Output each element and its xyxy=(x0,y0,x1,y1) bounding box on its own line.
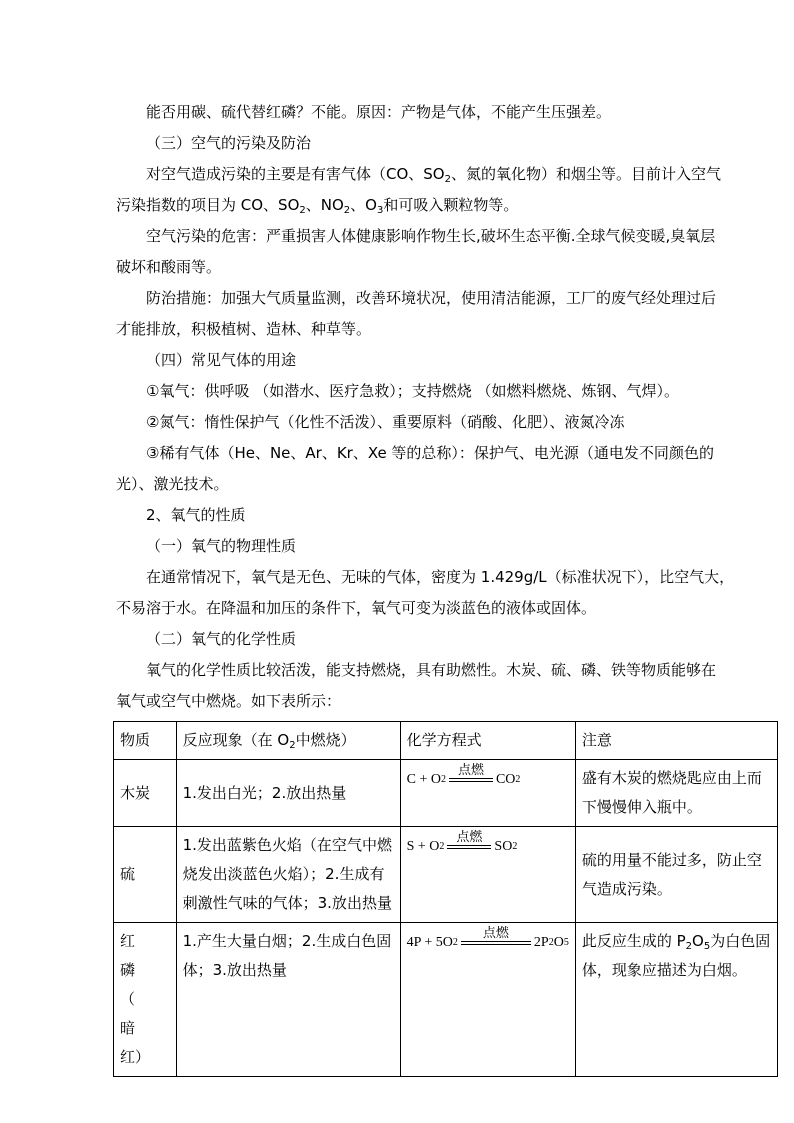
subscript: 2 xyxy=(343,205,351,216)
condition-label: 点燃 xyxy=(457,762,484,778)
paragraph-pollution-harm xyxy=(116,221,716,283)
eq-reactants: S + O xyxy=(406,839,440,854)
text-span: 防治措施：加强大气质量监测，改善环境状况，使用清洁能源，工厂的废气经处理过后 xyxy=(146,289,717,307)
text-span: （ 暗 xyxy=(120,990,150,1037)
heading-text: （二）氧气的化学性质 xyxy=(146,630,297,648)
text-span: 氧气的化学性质比较活泼，能支持燃烧，具有助燃性。木炭、硫、磷、铁等物质能够在 xyxy=(146,661,717,679)
text-span: 氧气或空气中燃烧。如下表所示： xyxy=(116,692,342,710)
text-span: 和可吸入颗粒物等。 xyxy=(383,196,519,214)
text-span: 中燃烧） xyxy=(295,731,356,749)
table-row xyxy=(114,827,778,923)
table-header-row xyxy=(114,722,778,760)
condition-label: 点燃 xyxy=(482,925,509,941)
subscript: 5 xyxy=(703,941,711,952)
eq-products: 2P xyxy=(533,935,549,950)
subscript: 2 xyxy=(289,740,296,751)
cell-substance: 硫 xyxy=(114,827,177,923)
use-noble-gases xyxy=(116,438,714,500)
condition-label: 点燃 xyxy=(456,829,483,845)
text-span: O xyxy=(692,932,704,950)
use-oxygen xyxy=(116,376,678,407)
paragraph-carbon-sulfur xyxy=(116,97,678,128)
header-phenomenon xyxy=(176,722,400,760)
text-span: 对空气造成污染的主要是有害气体（CO、SO xyxy=(146,165,445,183)
text-span: 破坏和酸雨等。 xyxy=(116,258,222,276)
text-span: 反应现象（在 O xyxy=(182,731,290,749)
subscript: 3 xyxy=(376,205,384,216)
header-note: 注意 xyxy=(575,722,777,760)
heading-text: （一）氧气的物理性质 xyxy=(146,537,297,555)
cell-note: 盛有木炭的燃烧匙应由上而下慢慢伸入瓶中。 xyxy=(575,760,777,827)
cell-phenomenon: 1.产生大量白烟；2.生成白色固体；3.放出热量 xyxy=(176,923,400,1077)
cell-equation xyxy=(400,827,575,923)
heading-gas-uses xyxy=(116,345,678,376)
header-equation: 化学方程式 xyxy=(400,722,575,760)
text-span: ①氧气：供呼吸 （如潜水、医疗急救）；支持燃烧 （如燃料燃烧、炼钢、气焊）。 xyxy=(146,382,679,400)
use-nitrogen xyxy=(116,407,678,438)
text-span: 此反应生成的 P xyxy=(581,932,686,950)
cell-equation xyxy=(400,923,575,1077)
chemical-equation: S + O 2 点燃 SO 2 xyxy=(407,832,518,861)
text-span: ②氮气：惰性保护气（化性不活泼）、重要原料（硝酸、化肥）、液氮冷冻 xyxy=(146,413,625,431)
text-span: 红） xyxy=(120,1048,151,1066)
text-span: 、氮的氧化物）和烟尘等。目前计入空气 xyxy=(451,165,722,183)
subscript: 2 xyxy=(685,941,693,952)
text-span: 在通常情况下，氧气是无色、无味的气体，密度为 1.429g/L（标准状况下），比空气大， xyxy=(146,568,735,586)
table-row xyxy=(114,760,778,827)
paragraph-chemical-properties xyxy=(116,655,717,717)
equals-bar xyxy=(461,941,531,945)
subscript: 2 xyxy=(299,205,306,216)
header-substance: 物质 xyxy=(114,722,177,760)
cell-equation xyxy=(400,760,575,827)
cell-substance: 木炭 xyxy=(114,760,177,827)
heading-air-pollution xyxy=(116,128,678,159)
text-span: 、NO xyxy=(305,196,344,214)
reaction-condition xyxy=(461,927,531,945)
text-span: 、O xyxy=(350,196,377,214)
text-span: 为白色固体，现象应描述为白烟。 xyxy=(581,932,771,979)
chemical-equation: C + O 2 点燃 CO 2 xyxy=(407,765,521,794)
text-span: 不易溶于水。在降温和加压的条件下，氧气可变为淡蓝色的液体或固体。 xyxy=(116,599,597,617)
eq-reactants: C + O xyxy=(406,772,441,787)
table-row xyxy=(114,923,778,1077)
section-oxygen-properties xyxy=(116,500,678,531)
chemical-equation: 4P + 5O 2 点燃 2P 2 O 5 xyxy=(407,928,569,957)
paragraph-prevention xyxy=(116,283,717,345)
subscript: 2 xyxy=(444,174,451,185)
text-span: 光）、激光技术。 xyxy=(116,475,229,493)
heading-text: （三）空气的污染及防治 xyxy=(146,134,312,152)
heading-chemical-properties xyxy=(116,624,678,655)
eq-products: SO xyxy=(494,839,513,854)
cell-phenomenon: 1.发出蓝紫色火焰（在空气中燃烧发出淡蓝色火焰）；2.生成有刺激性气味的气体；3.放出热量 xyxy=(176,827,400,923)
cell-note xyxy=(575,923,777,1077)
heading-text: 2、氧气的性质 xyxy=(146,506,246,524)
cell-substance xyxy=(114,923,177,1077)
cell-note: 硫的用量不能过多，防止空气造成污染。 xyxy=(575,827,777,923)
eq-products: O xyxy=(553,935,564,950)
heading-physical-properties xyxy=(116,531,678,562)
text-span: 污染指数的项目为 CO、SO xyxy=(116,196,300,214)
equals-bar xyxy=(447,845,491,849)
equals-bar xyxy=(449,778,493,782)
eq-products: CO xyxy=(495,772,516,787)
text-span: ③稀有气体（He、Ne、Ar、Kr、Xe 等的总称）：保护气、电光源（通电发不同颜色的 xyxy=(146,444,714,462)
reaction-condition xyxy=(449,764,493,782)
paragraph-text: 能否用碳、硫代替红磷？不能。原因：产物是气体，不能产生压强差。 xyxy=(146,103,612,121)
cell-phenomenon: 1.发出白光；2.放出热量 xyxy=(176,760,400,827)
reaction-condition xyxy=(447,831,491,849)
text-span: 才能排放，积极植树、造林、种草等。 xyxy=(116,320,372,338)
eq-reactants: 4P + 5O xyxy=(406,935,453,950)
text-span: 红 磷 xyxy=(120,932,150,979)
text-span: 空气污染的危害：严重损害人体健康影响作物生长,破坏生态平衡.全球气候变暖,臭氧层 xyxy=(146,227,716,245)
heading-text: （四）常见气体的用途 xyxy=(146,351,297,369)
paragraph-physical-properties xyxy=(116,562,735,624)
combustion-table xyxy=(113,721,778,1077)
paragraph-pollutants xyxy=(116,159,722,221)
